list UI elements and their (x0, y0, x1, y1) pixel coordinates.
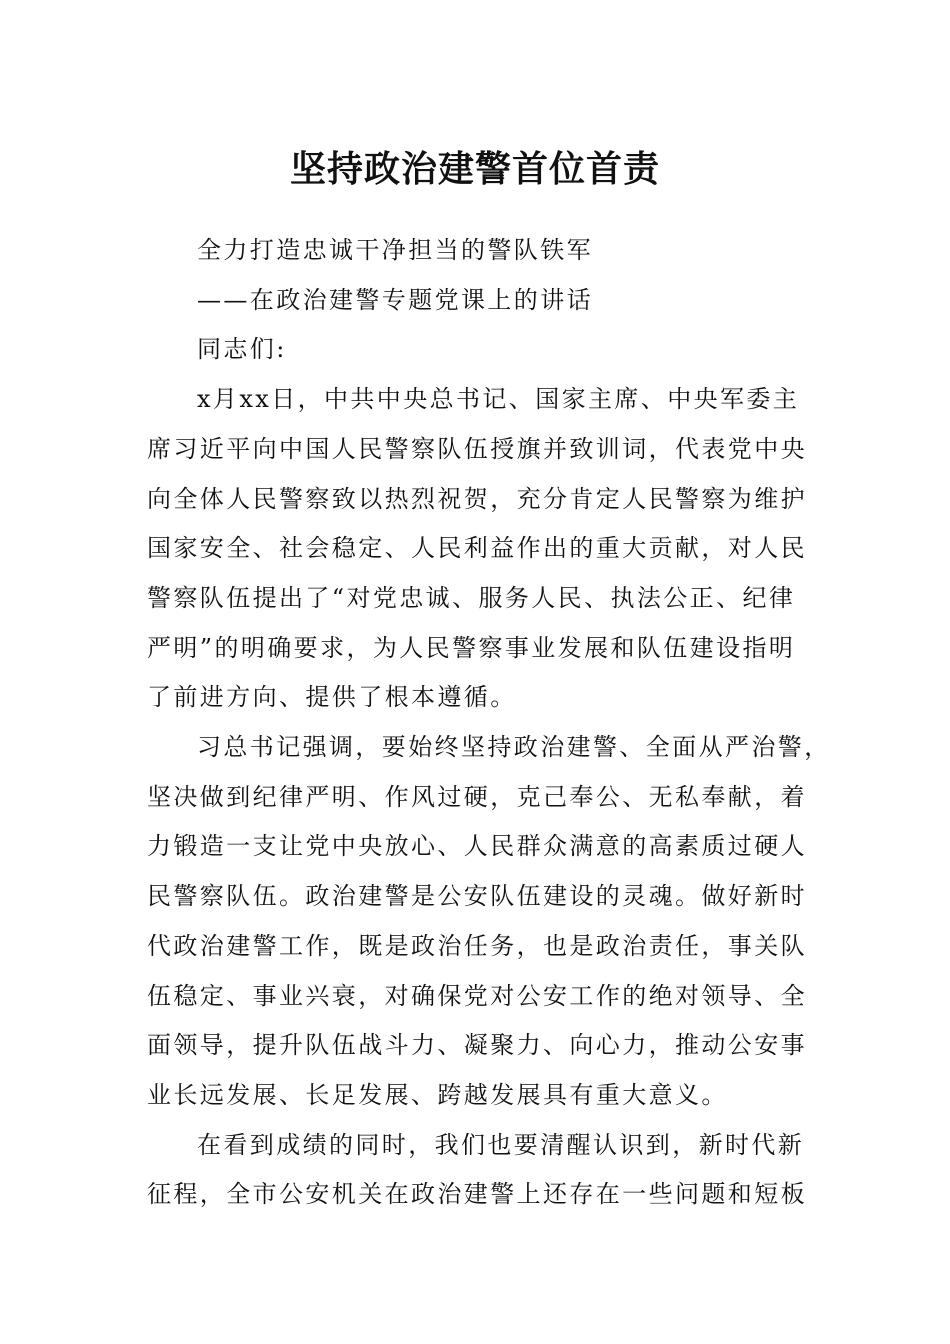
paragraph-1-line: 向全体人民警察致以热烈祝贺，充分肯定人民警察为维护 (147, 484, 807, 513)
document-title: 坚持政治建警首位首责 (289, 149, 660, 190)
speech-occasion-line: ——在政治建警专题党课上的讲话 (197, 285, 593, 314)
paragraph-1-line: 席习近平向中国人民警察队伍授旗并致训词，代表党中央 (147, 434, 807, 463)
document-body (147, 226, 831, 1220)
paragraph-1-line: 国家安全、社会稳定、人民利益作出的重大贡献，对人民 (147, 534, 807, 563)
paragraph-2-line: 代政治建警工作，既是政治任务，也是政治责任，事关队 (147, 931, 807, 960)
paragraph-2-line: 力锻造一支让党中央放心、人民群众满意的高素质过硬人 (147, 832, 807, 861)
paragraph-2-line: 习总书记强调，要始终坚持政治建警、全面从严治警， (197, 733, 831, 762)
paragraph-2-line: 业长远发展、长足发展、跨越发展具有重大意义。 (147, 1080, 728, 1109)
paragraph-2-line: 面领导，提升队伍战斗力、凝聚力、向心力，推动公安事 (147, 1031, 807, 1060)
subtitle-line: 全力打造忠诚干净担当的警队铁军 (197, 236, 593, 264)
paragraph-3-line: 征程，全市公安机关在政治建警上还存在一些问题和短板 (147, 1180, 807, 1209)
paragraph-3-line: 在看到成绩的同时，我们也要清醒认识到，新时代新 (197, 1130, 805, 1159)
paragraph-1-line: 警察队伍提出了“对党忠诚、服务人民、执法公正、纪律 (147, 583, 796, 612)
paragraph-1-line: 了前进方向、提供了根本遵循。 (147, 683, 517, 712)
paragraph-2-line: 坚决做到纪律严明、作风过硬，克己奉公、无私奉献，着 (147, 782, 807, 811)
paragraph-2-line: 伍稳定、事业兴衰，对确保党对公安工作的绝对领导、全 (147, 981, 807, 1010)
salutation-line: 同志们: (197, 335, 287, 364)
paragraph-1-line: x月xx日，中共中央总书记、国家主席、中央军委主 (197, 385, 800, 414)
paragraph-1-line: 严明”的明确要求，为人民警察事业发展和队伍建设指明 (147, 633, 796, 662)
paragraph-2-line: 民警察队伍。政治建警是公安队伍建设的灵魂。做好新时 (147, 882, 807, 911)
